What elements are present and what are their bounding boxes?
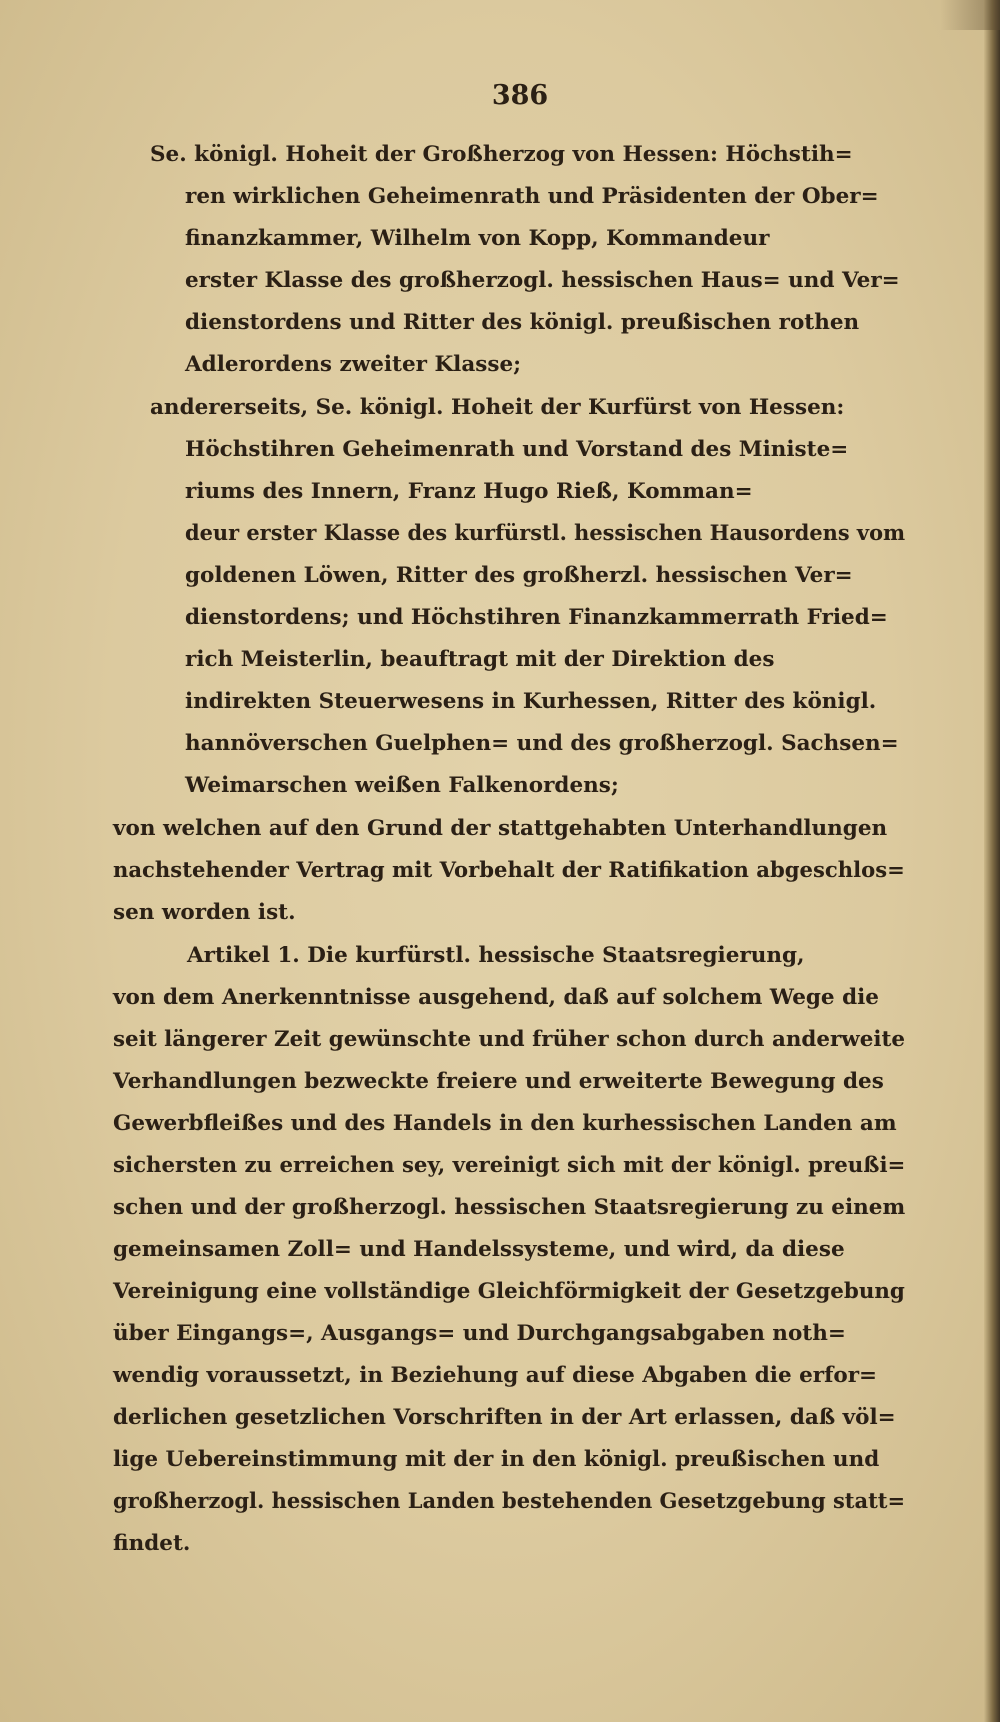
text-line: Se. königl. Hoheit der Großherzog von Hessen: Höchstih= bbox=[150, 142, 853, 167]
text-line: dienstordens; und Höchstihren Finanzkammerrath Fried= bbox=[185, 605, 888, 630]
text-line: erster Klasse des großherzogl. hessischen Haus= und Ver= bbox=[185, 268, 900, 293]
text-line: findet. bbox=[113, 1531, 191, 1556]
text-line: finanzkammer, Wilhelm von Kopp, Kommandeur bbox=[185, 226, 770, 251]
text-line: schen und der großherzogl. hessischen Staatsregierung zu einem bbox=[113, 1195, 906, 1220]
text-line: riums des Innern, Franz Hugo Rieß, Komman= bbox=[185, 479, 753, 504]
text-line: goldenen Löwen, Ritter des großherzl. hessischen Ver= bbox=[185, 563, 853, 588]
text-line: Verhandlungen bezweckte freiere und erweiterte Bewegung des bbox=[113, 1069, 884, 1094]
text-line: wendig voraussetzt, in Beziehung auf diese Abgaben die erfor= bbox=[113, 1363, 878, 1388]
text-line: deur erster Klasse des kurfürstl. hessischen Hausordens vom bbox=[185, 521, 906, 546]
text-line: dienstordens und Ritter des königl. preußischen rothen bbox=[185, 310, 860, 335]
text-line: Gewerbfleißes und des Handels in den kurhessischen Landen am bbox=[113, 1111, 897, 1136]
text-line: von dem Anerkenntnisse ausgehend, daß auf solchem Wege die bbox=[113, 985, 879, 1010]
text-line: seit längerer Zeit gewünschte und früher schon durch anderweite bbox=[113, 1027, 905, 1052]
text-line: derlichen gesetzlichen Vorschriften in der Art erlassen, daß völ= bbox=[113, 1405, 896, 1430]
text-line: hannöverschen Guelphen= und des großherzogl. Sachsen= bbox=[185, 731, 899, 756]
text-line: Vereinigung eine vollständige Gleichförmigkeit der Gesetzgebung bbox=[113, 1279, 905, 1304]
text-line: von welchen auf den Grund der stattgehabten Unterhandlungen bbox=[113, 816, 888, 841]
text-line: großherzogl. hessischen Landen bestehenden Gesetzgebung statt= bbox=[113, 1489, 906, 1514]
text-line: Adlerordens zweiter Klasse; bbox=[185, 352, 522, 377]
text-line: gemeinsamen Zoll= und Handelssysteme, und wird, da diese bbox=[113, 1237, 845, 1262]
text-line: Höchstihren Geheimenrath und Vorstand des Ministe= bbox=[185, 437, 849, 462]
text-line: Artikel 1. Die kurfürstl. hessische Staatsregierung, bbox=[187, 943, 805, 968]
text-line: andererseits, Se. königl. Hoheit der Kurfürst von Hessen: bbox=[150, 395, 845, 420]
text-line: ren wirklichen Geheimenrath und Präsidenten der Ober= bbox=[185, 184, 879, 209]
text-line: lige Uebereinstimmung mit der in den königl. preußischen und bbox=[113, 1447, 880, 1472]
text-line: nachstehender Vertrag mit Vorbehalt der Ratifikation abgeschlos= bbox=[113, 858, 905, 883]
text-line: Weimarschen weißen Falkenordens; bbox=[185, 773, 619, 798]
text-line: sen worden ist. bbox=[113, 900, 296, 925]
text-line: rich Meisterlin, beauftragt mit der Direktion des bbox=[185, 647, 775, 672]
page-number: 386 bbox=[491, 80, 549, 111]
text-line: indirekten Steuerwesens in Kurhessen, Ritter des königl. bbox=[185, 689, 877, 714]
text-line: sichersten zu erreichen sey, vereinigt sich mit der königl. preußi= bbox=[113, 1153, 906, 1178]
text-line: über Eingangs=, Ausgangs= und Durchgangsabgaben noth= bbox=[113, 1321, 846, 1346]
